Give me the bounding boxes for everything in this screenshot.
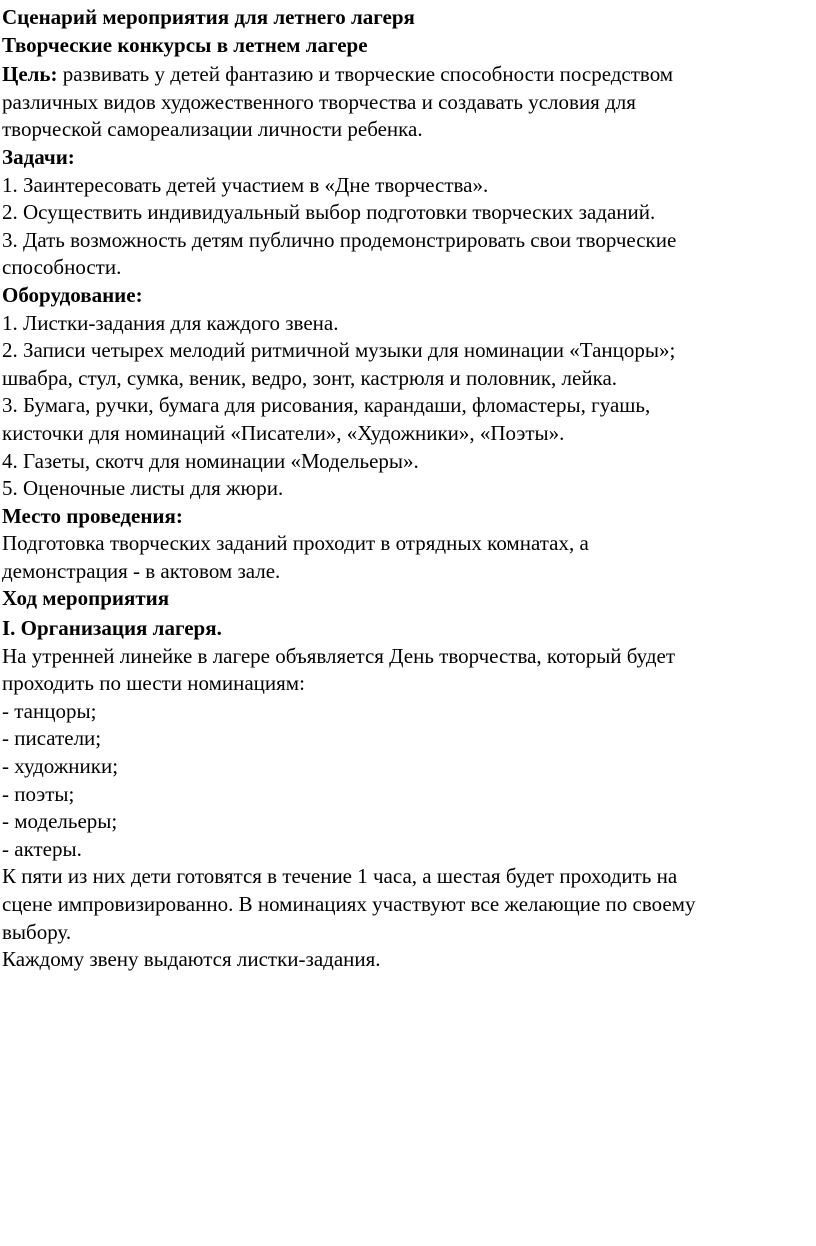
- progress-line: На утренней линейке в лагере объявляется День творчества, который будет: [2, 643, 676, 668]
- nomination-item: - писатели;: [2, 726, 102, 751]
- progress-line: сцене импровизированно. В номинациях участвуют все желающие по своему: [2, 892, 696, 916]
- equipment-line: 2. Записи четырех мелодий ритмичной музыки для номинации «Танцоры»;: [2, 338, 676, 363]
- progress-line: Каждому звену выдаются листки-задания.: [2, 947, 381, 972]
- equipment-line: кисточки для номинаций «Писатели», «Художники», «Поэты».: [2, 420, 565, 445]
- nomination-item: - поэты;: [2, 781, 75, 806]
- nomination-item: - актеры.: [2, 836, 82, 861]
- goal-text-line: развивать у детей фантазию и творческие способности посредством: [57, 62, 674, 87]
- goal-text-line: различных видов художественного творчества и создавать условия для: [2, 89, 636, 114]
- document-page: [2, 4, 810, 974]
- goal-first-line: [2, 61, 810, 89]
- goal-label: Цель:: [2, 62, 58, 87]
- venue-heading: Место проведения:: [2, 503, 183, 528]
- venue-line: демонстрация - в актовом зале.: [2, 558, 281, 583]
- equipment-line: 4. Газеты, скотч для номинации «Модельеры».: [2, 448, 419, 473]
- document-subtitle: Творческие конкурсы в летнем лагере: [2, 32, 368, 57]
- progress-line: выбору.: [2, 919, 72, 944]
- equipment-line: швабра, стул, сумка, веник, ведро, зонт, кастрюля и половник, лейка.: [2, 365, 618, 390]
- tasks-heading: Задачи:: [2, 144, 75, 169]
- nomination-item: - танцоры;: [2, 698, 97, 723]
- progress-heading: Ход мероприятия: [2, 586, 170, 611]
- nomination-item: - художники;: [2, 754, 119, 779]
- equipment-line: 1. Листки-задания для каждого звена.: [2, 310, 339, 335]
- progress-line: проходить по шести номинациям:: [2, 671, 305, 696]
- equipment-heading: Оборудование:: [2, 282, 143, 307]
- progress-line: К пяти из них дети готовятся в течение 1 часа, а шестая будет проходить на: [2, 864, 678, 889]
- venue-line: Подготовка творческих заданий проходит в отрядных комнатах, а: [2, 531, 589, 556]
- task-line: 2. Осуществить индивидуальный выбор подготовки творческих заданий.: [2, 200, 656, 225]
- equipment-line: 3. Бумага, ручки, бумага для рисования, карандаши, фломастеры, гуашь,: [2, 393, 651, 418]
- nomination-item: - модельеры;: [2, 809, 118, 834]
- document-title: Сценарий мероприятия для летнего лагеря: [2, 5, 415, 29]
- task-line: 3. Дать возможность детям публично продемонстрировать свои творческие: [2, 227, 677, 252]
- goal-text-line: творческой самореализации личности ребенка.: [2, 117, 423, 142]
- equipment-line: 5. Оценочные листы для жюри.: [2, 476, 284, 501]
- task-line: 1. Заинтересовать детей участием в «Дне творчества».: [2, 172, 489, 197]
- progress-subheading: I. Организация лагеря.: [2, 616, 222, 641]
- task-line: способности.: [2, 255, 122, 280]
